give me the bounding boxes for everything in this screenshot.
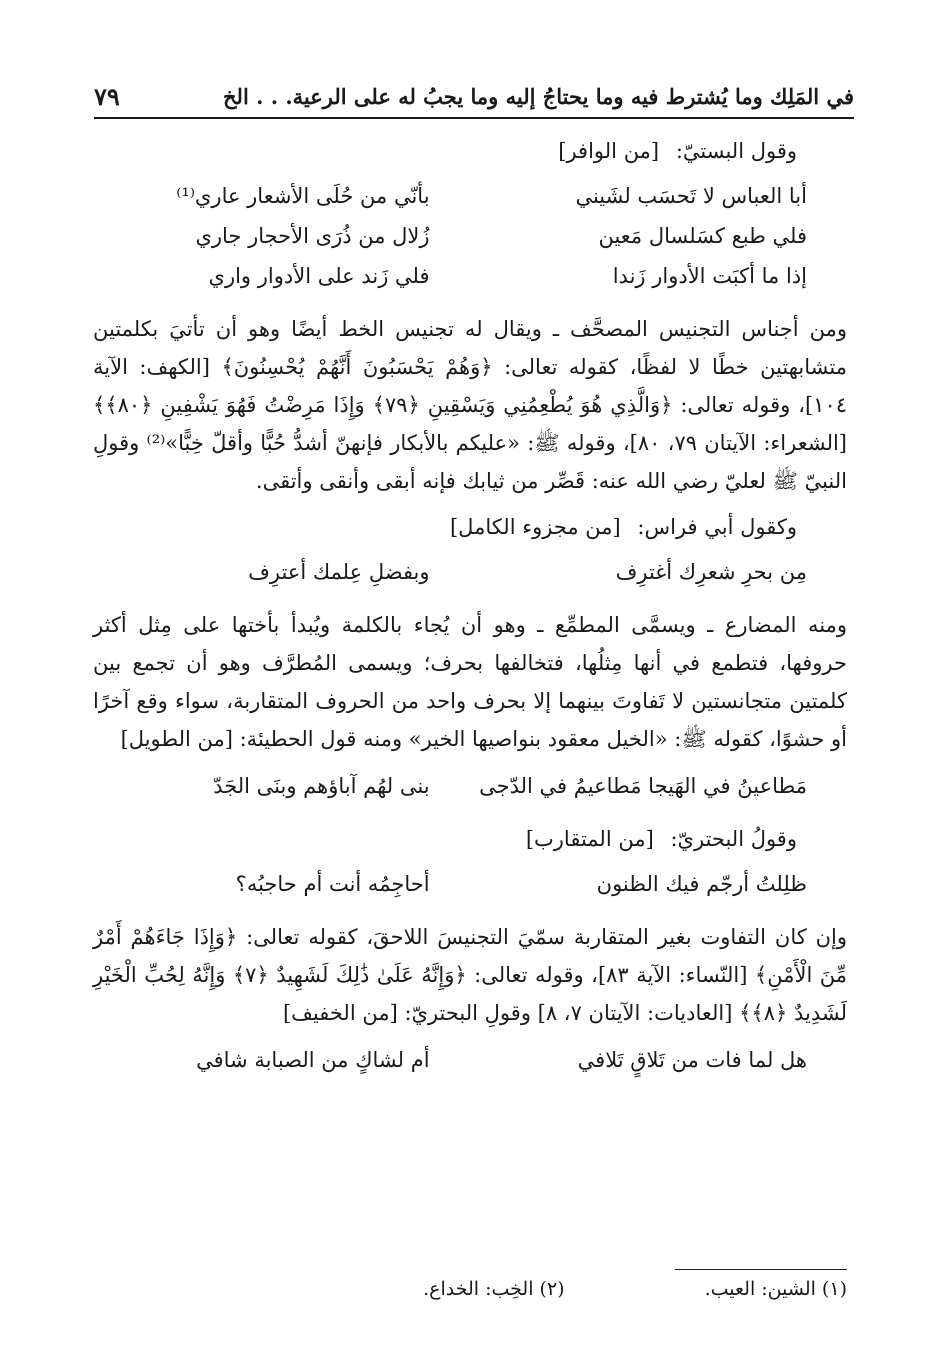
paragraph-lahiq: وإن كان التفاوت بغير المتقاربة سمّيَ التجنيسَ اللاحقَ، كقوله تعالى: ﴿وَإِذَا جَاءَهُمْ أَمْرٌ مِّنَ الْأَمْنِ﴾ [النّساء: الآية ٨٣]، وقوله تعالى: ﴿وَإِنَّهُ عَلَىٰ ذَٰلِكَ لَشَهِيدٌ ﴿٧﴾ وَإِنَّهُ لِحُبِّ الْخَيْرِ لَشَدِيدٌ ﴿٨﴾﴾ [العاديات: الآيتان ٧، ٨] وقولِ البحتريّ: [من الخفيف]	[93, 925, 847, 1025]
footnote-rule	[675, 1269, 847, 1270]
intro-abu-firas	[93, 508, 847, 546]
verse-first-hemistich: مَطاعينُ في الهَيجا مَطاعيمُ في الدّجى	[479, 774, 807, 798]
verse-line	[93, 1040, 847, 1080]
poem-buhturi-2	[93, 1040, 847, 1080]
footnote-1: (١) الشين: العيب.	[704, 1278, 847, 1300]
intro-text: وقول البستيّ:	[675, 139, 797, 163]
poem-albusti	[93, 176, 847, 296]
verse-first-hemistich: مِن بحرِ شعرِك أغترِف	[615, 560, 807, 584]
verse-line	[93, 552, 847, 592]
verse-line	[93, 766, 847, 806]
verse-line	[93, 216, 847, 256]
verse-line	[93, 176, 847, 216]
verse-second-hemistich: زُلال من ذُرَى الأحجار جاري	[195, 224, 430, 248]
verse-second-hemistich: فلي زَند على الأدوار واري	[208, 264, 430, 288]
intro-buhturi	[93, 820, 847, 858]
meter-label: [من المتقارب]	[525, 827, 654, 851]
verse-line	[93, 864, 847, 904]
footnotes	[93, 1278, 847, 1300]
verse-second-hemistich: بأنّي من حُلَى الأشعار عاري⁽¹⁾	[176, 184, 430, 208]
meter-label: [من الوافر]	[558, 139, 660, 163]
running-title: في المَلِك وما يُشترط فيه وما يحتاجُ إليه وما يجبُ له على الرعية. . . الخ	[222, 83, 854, 109]
verse-second-hemistich: وبفضلِ عِلمك أعترِف	[248, 560, 430, 584]
intro-text: وكقول أبي فراس:	[637, 515, 797, 539]
verse-first-hemistich: إذا ما أكبَت الأدوار زَندا	[612, 264, 807, 288]
verse-first-hemistich: أبا العباس لا تَحسَب لشَيني	[575, 184, 807, 208]
paragraph-mudari: ومنه المضارع ـ ويسمَّى المطمِّع ـ وهو أن يُجاء بالكلمة ويُبدأ بأختها على مِثل أكثر حروفها، فتطمع في أنها مِثلُها، فتخالفها بحرف؛ ويسمى المُطرَّف وهو أن تجمع بين كلمتين متجانستين لا تَفاوتَ بينهما إلا بحرف واحد من الحروف المتقاربة، سواء وقع آخرًا أو حشوًا، كقوله ﷺ: «الخيل معقود بنواصيها الخير» ومنه قول الحطيئة: [من الطويل]	[93, 613, 847, 751]
verse-first-hemistich: ظلِلتُ أرجّم فيك الظنون	[596, 872, 807, 896]
page-body	[93, 132, 847, 1094]
verse-first-hemistich: فلي طبع كسَلسال مَعين	[598, 224, 807, 248]
header-rule	[94, 117, 854, 119]
verse-first-hemistich: هل لما فات من تَلاقٍ تَلافي	[577, 1048, 807, 1072]
verse-second-hemistich: بنى لهُم آباؤهم وبنَى الجَدّ	[213, 774, 430, 798]
intro-text: وقولُ البحتريّ:	[670, 827, 797, 851]
paragraph-musahhaf: ومن أجناس التجنيس المصحَّف ـ ويقال له تجنيس الخط أيضًا وهو أن تأتيَ بكلمتين متشابهتين خطًا لا لفظًا، كقوله تعالى: ﴿وَهُمْ يَحْسَبُونَ أَنَّهُمْ يُحْسِنُونَ﴾ [الكهف: الآية ١٠٤]، وقوله تعالى: ﴿وَالَّذِي هُوَ يُطْعِمُنِي وَيَسْقِينِ ﴿٧٩﴾ وَإِذَا مَرِضْتُ فَهُوَ يَشْفِينِ ﴿٨٠﴾﴾ [الشعراء: الآيتان ٧٩، ٨٠]، وقوله ﷺ: «عليكم بالأبكار فإنهنّ أشدُّ حُبًّا وأقلّ خِبًّا»⁽²⁾ وقولِ النبيّ ﷺ لعليّ رضي الله عنه: قَصِّر من ثيابك فإنه أبقى وأنقى وأتقى.	[93, 317, 848, 493]
meter-label: [من مجزوء الكامل]	[449, 515, 621, 539]
intro-albusti	[93, 132, 847, 170]
verse-second-hemistich: أحاجِمُه أنت أم حاجبُه؟	[235, 872, 430, 896]
poem-hutaia	[93, 766, 847, 806]
verse-line	[93, 256, 847, 296]
verse-second-hemistich: أم لشاكٍ من الصبابة شافي	[196, 1048, 430, 1072]
poem-abu-firas	[93, 552, 847, 592]
page-header	[94, 76, 854, 116]
poem-buhturi-1	[93, 864, 847, 904]
footnote-2: (٢) الخِب: الخداع.	[423, 1278, 565, 1300]
page-number: ٧٩	[94, 81, 120, 111]
